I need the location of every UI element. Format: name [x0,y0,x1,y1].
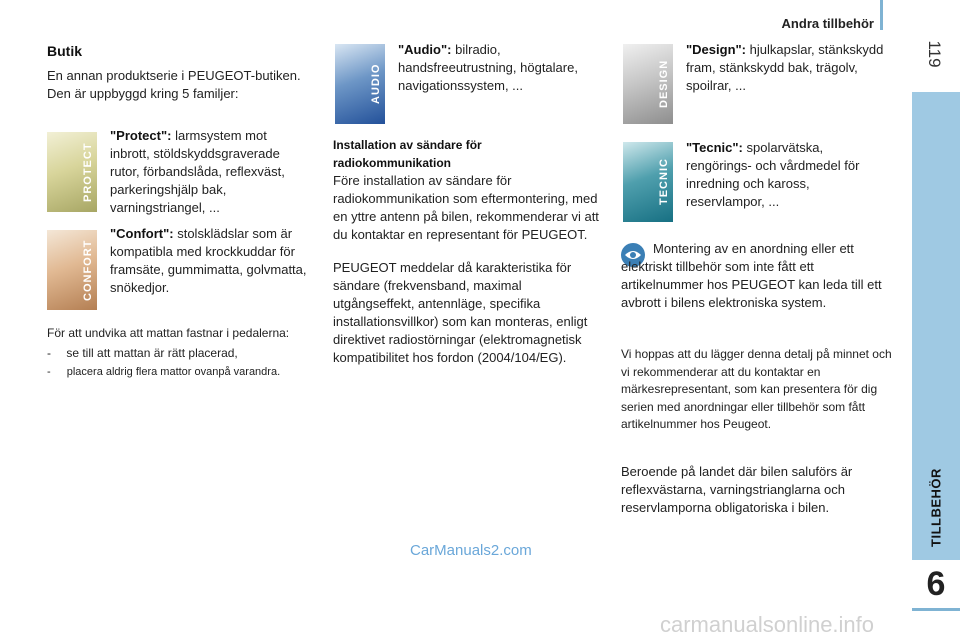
design-term: "Design": [686,42,746,57]
bullet-text: placera aldrig flera mattor ovanpå varandra. [66,366,281,378]
protect-text: larmsystem mot inbrott, stöldskyddsgraverade rutor, förbandslåda, reflexväst, parkeringshjälp bak, varningstriangel, ... [110,128,285,215]
confort-term: "Confort": [110,226,174,241]
tecnic-thumb-label: TECNIC [658,158,670,206]
install-paragraph-2: PEUGEOT meddelar då karakteristika för sändare (frekvensband, maximal utgångseffekt, antennläge, specifika installationsvillkor) som kan monteras, enligt direktivet radiostörningar (elektromagnetisk kompatibilitet hos fordon (2004/104/EG). [333,260,588,365]
audio-term: "Audio": [398,42,452,57]
warning-text: Montering av en anordning eller ett elektriskt tillbehör som inte fått ett artikelnummer hos PEUGEOT kan leda till ett avbrott i bilens elektroniska system. [621,241,882,310]
bullet-dash: - [47,346,51,360]
chapter-number: 6 [912,560,960,608]
audio-text: bilradio, handsfreeutrustning, högtalare, navigationssystem, ... [398,42,578,93]
protect-description [110,127,310,217]
design-thumbnail [623,44,673,124]
tecnic-text: spolarvätska, rengörings- och vårdmedel för inredning och kaross, reservlampor, ... [686,140,860,209]
tecnic-term: "Tecnic": [686,140,743,155]
page-number: 119 [925,40,944,68]
confort-thumbnail [47,230,97,310]
chapter-underline [912,608,960,611]
protect-thumbnail [47,132,97,212]
country-note: Beroende på landet där bilen saluförs är reflexvästarna, varningstrianglarna och reservlamporna obligatoriska i bilen. [621,464,853,515]
mat-note: För att undvika att mattan fastnar i pedalerna: [47,326,290,340]
audio-thumb-label: AUDIO [370,63,382,105]
install-heading: Installation av sändare för radiokommunikation [333,138,482,170]
design-text: hjulkapslar, stänkskydd fram, stänkskydd bak, trägolv, spoilrar, ... [686,42,884,93]
bullet-item [47,346,238,360]
bullet-text: se till att mattan är rätt placerad, [66,346,238,360]
confort-text: stolsklädslar som är kompatibla med krockkuddar för framsäte, gummimatta, golvmatta, snökedjor. [110,226,307,295]
advice-text: Vi hoppas att du lägger denna detalj på minnet och vi rekommenderar att du kontaktar en märkesrepresentant, som kan presentera för dig serien med anordningar eller tillbehör som fått artikelnummer hos Peugeot. [621,347,892,431]
install-paragraph-1: Före installation av sändare för radiokommunikation som eftermontering, med en yttre antenn på bilen, rekommenderar vi att du kontaktar en representant för PEUGEOT. [333,173,599,242]
watermark-site: carmanualsonline.info [660,612,875,637]
design-thumb-label: DESIGN [658,59,670,109]
protect-thumb-label: PROTECT [82,142,94,202]
watermark-logo: CarManuals2.com [410,542,532,559]
section-heading: Butik [47,43,82,59]
intro-text: En annan produktserie i PEUGEOT-butiken. Den är uppbyggd kring 5 familjer: [47,68,301,101]
protect-term: "Protect": [110,128,172,143]
audio-description [398,41,598,95]
chapter-label: TILLBEHÖR [928,468,944,547]
design-description [686,41,901,95]
tecnic-description [686,139,886,211]
confort-description [110,225,320,297]
bullet-item [47,366,280,378]
tecnic-thumbnail [623,142,673,222]
section-title: Andra tillbehör [781,16,874,31]
bullet-dash: - [47,366,51,378]
audio-thumbnail [335,44,385,124]
confort-thumb-label: CONFORT [82,239,94,301]
header-divider [880,0,883,30]
